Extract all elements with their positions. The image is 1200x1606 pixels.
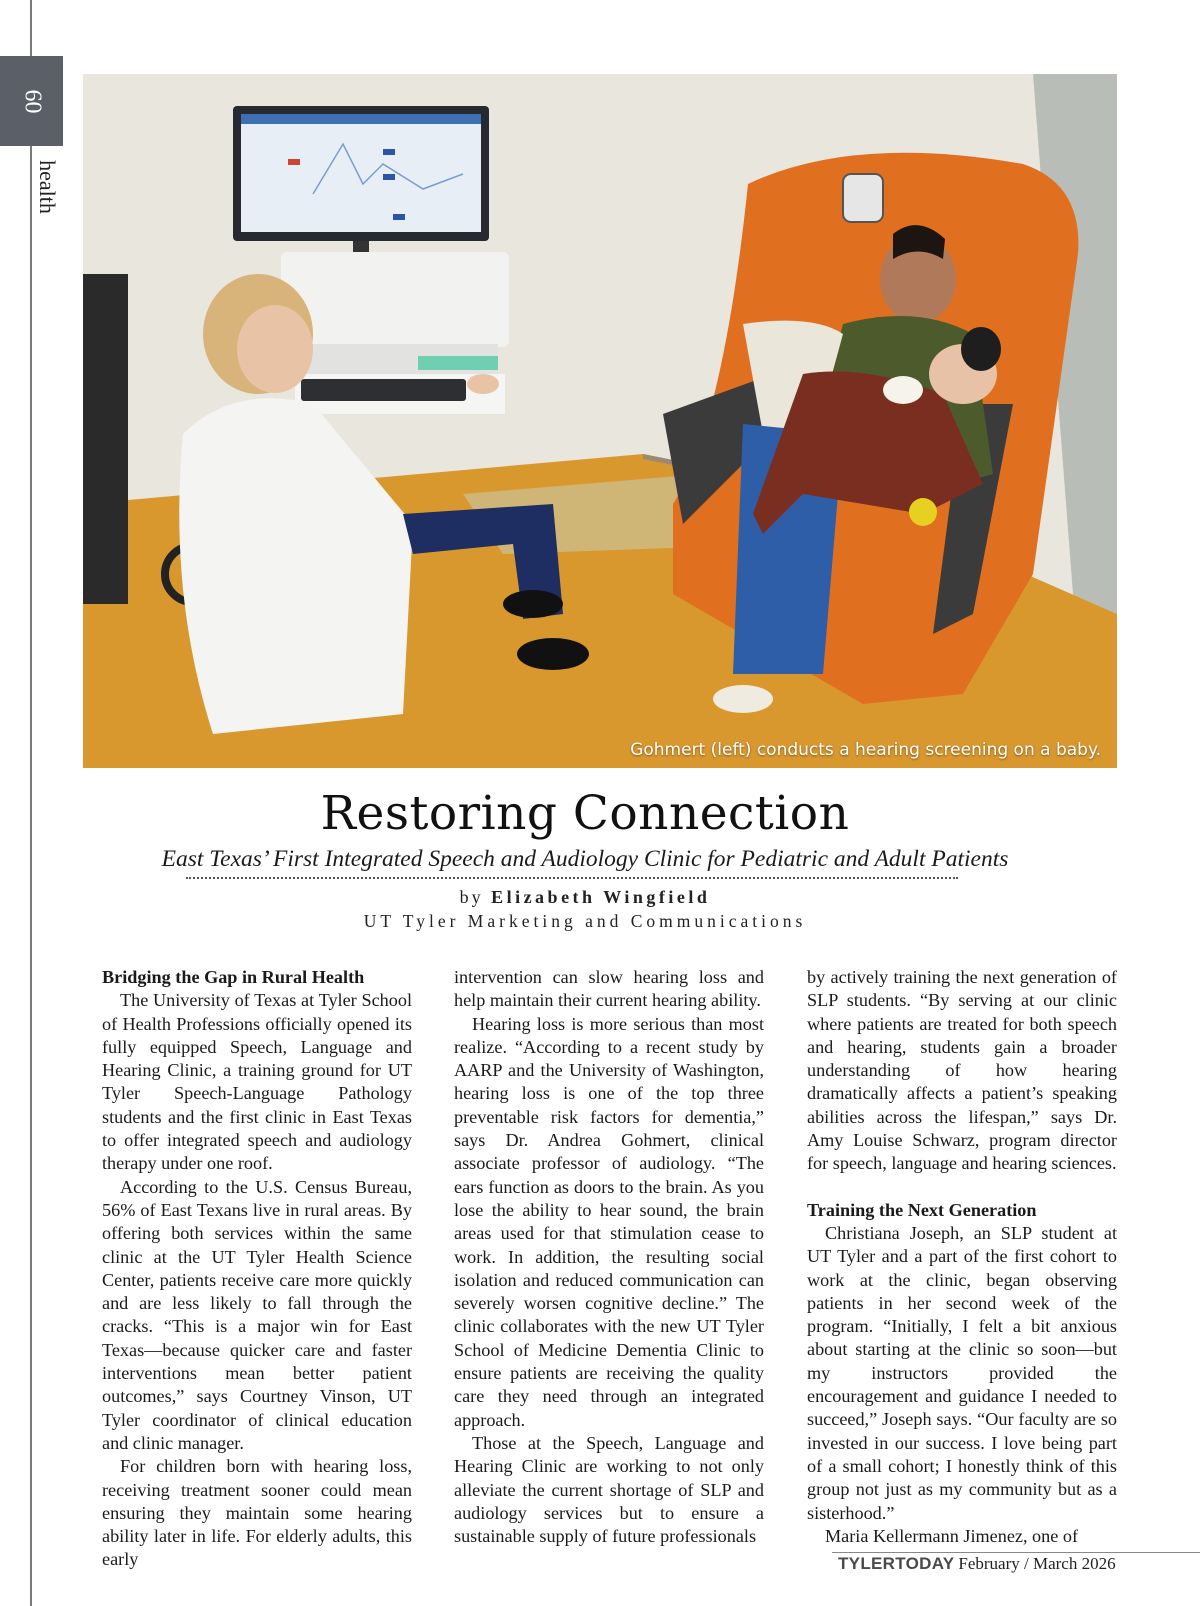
- paragraph: Christiana Joseph, an SLP student at UT Tyler and a part of the first cohort to work at the clinic, began observing patients in her second week of the program. “Initially, I felt a bit anxious about starting at the clinic so soon—but my instructors provided the encouragement and guidance I needed to succeed,” Joseph says. “Our faculty are so invested in our success. I love being part of a small cohort; I honestly think of this group not just as my community but as a sisterhood.”: [807, 1222, 1117, 1523]
- article-title: Restoring Connection: [320, 786, 850, 841]
- footer-rule: [832, 1552, 1200, 1553]
- paragraph: Those at the Speech, Language and Hearing Clinic are working to not only alleviate the current shortage of SLP and audiology services but to ensure a sustainable supply of future professionals: [454, 1432, 764, 1547]
- feature-photo: [83, 74, 1117, 768]
- author-name: Elizabeth Wingfield: [491, 887, 711, 907]
- author-affiliation: UT Tyler Marketing and Communications: [363, 911, 807, 931]
- paragraph: Hearing loss is more serious than most realize. “According to a recent study by AARP and the University of Washington, hearing loss is one of the top three preventable risk factors for dementia,” says Dr. Andrea Gohmert, clinical associate professor of audiology. “The ears function as doors to the brain. As you lose the ability to hear sound, the brain areas used for that stimulation cease to work. In addition, the resulting social isolation and reduced communication can severely worsen cognitive decline.” The clinic collaborates with the new UT Tyler School of Medicine Dementia Clinic to ensure patients are receiving the quality care they need through an integrated approach.: [454, 1013, 764, 1430]
- issue-date: February / March 2026: [958, 1554, 1116, 1573]
- byline-prefix: by: [459, 887, 484, 907]
- paragraph: Maria Kellermann Jimenez, one of: [825, 1525, 1079, 1546]
- paragraph: According to the U.S. Census Bureau, 56% of East Texans live in rural areas. By offering both services within the same clinic at the UT Tyler Health Science Center, patients receive care more quickly and are less likely to fall through the cracks. “This is a major win for East Texas—because quicker care and faster interventions mean better patient outcomes,” says Courtney Vinson, UT Tyler coordinator of clinical education and clinic manager.: [102, 1176, 412, 1453]
- section-name: health: [35, 160, 61, 214]
- article-column-2: [454, 966, 764, 1548]
- paragraph: by actively training the next generation of SLP students. “By serving at our clinic where patients are treated for both speech and hearing, students gain a broader understanding of how hearing dramatically affects a patient’s speaking abilities across the lifespan,” says Dr. Amy Louise Schwarz, program director for speech, language and hearing sciences.: [807, 967, 1117, 1174]
- hearing-screening-illustration: [83, 74, 1117, 768]
- paragraph: The University of Texas at Tyler School of Health Professions officially opened its fully equipped Speech, Language and Hearing Clinic, a training ground for UT Tyler Speech-Language Pathology students and the first clinic in East Texas to offer integrated speech and audiology therapy under one roof.: [102, 990, 412, 1174]
- photo-caption: Gohmert (left) conducts a hearing screening on a baby.: [630, 740, 1101, 760]
- article-column-1: [102, 966, 412, 1572]
- page-number: 60: [19, 89, 45, 113]
- section-spacer: [807, 1176, 1117, 1199]
- section-heading: Bridging the Gap in Rural Health: [102, 967, 365, 987]
- title-divider: [186, 877, 958, 879]
- page-footer: [838, 1554, 1116, 1574]
- paragraph: For children born with hearing loss, receiving treatment sooner could mean ensuring they maintain some hearing ability later in life. For elderly adults, this early: [102, 1456, 412, 1570]
- page-number-tab: [0, 56, 63, 146]
- section-heading: Training the Next Generation: [807, 1199, 1037, 1220]
- article-column-3: [807, 966, 1117, 1548]
- paragraph: intervention can slow hearing loss and help maintain their current hearing ability.: [454, 967, 764, 1011]
- section-label: [30, 152, 64, 222]
- byline: [0, 887, 1170, 908]
- magazine-name: TYLERTODAY: [838, 1554, 955, 1573]
- article-subtitle: East Texas’ First Integrated Speech and Audiology Clinic for Pediatric and Adult Patients: [161, 846, 1009, 872]
